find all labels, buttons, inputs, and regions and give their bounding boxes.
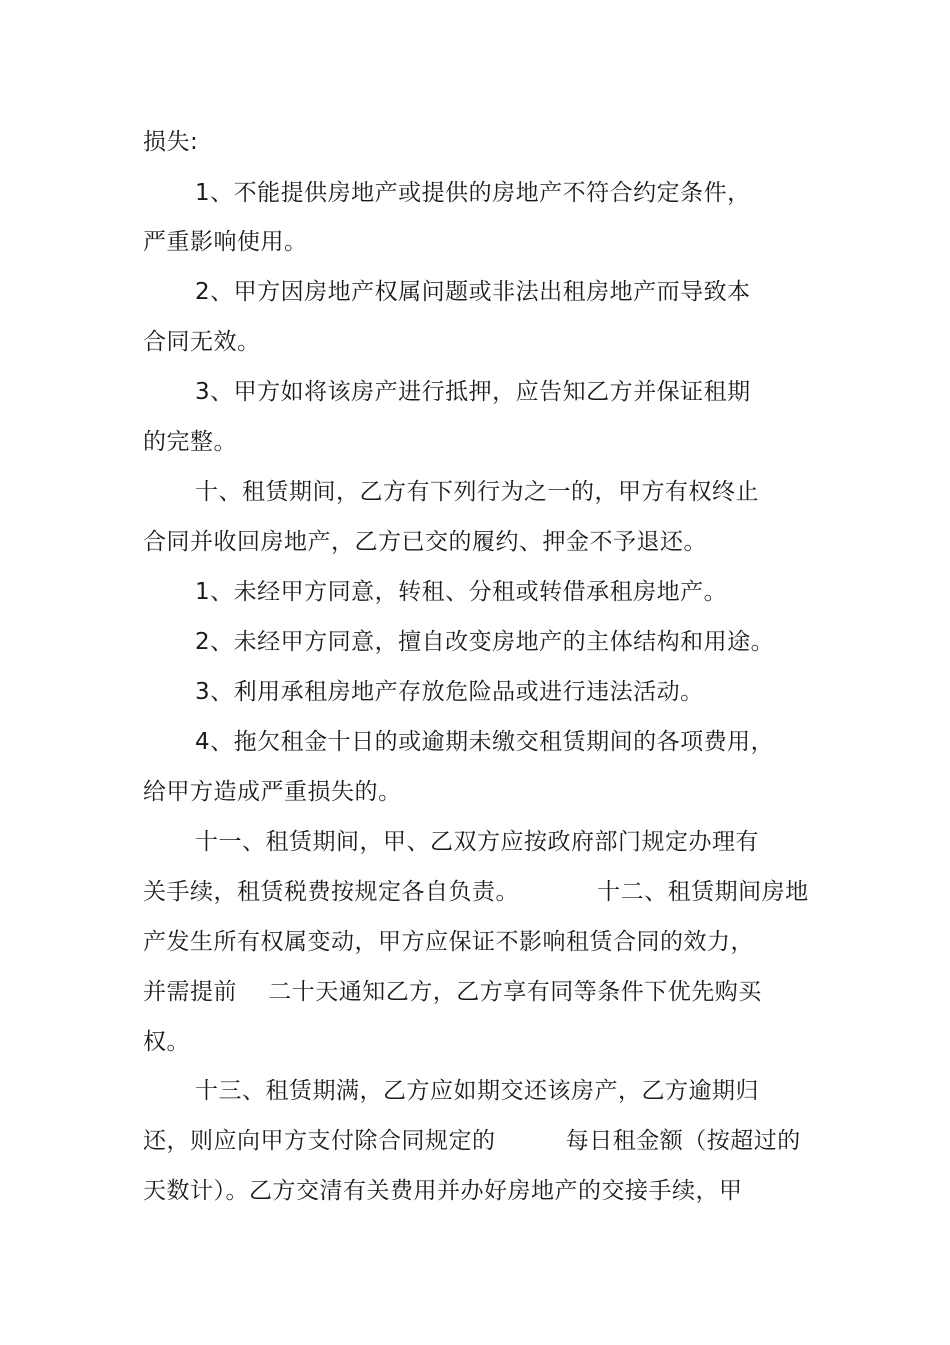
text-line: 损失: <box>143 129 199 155</box>
text-line: 十一、租赁期间，甲、乙双方应按政府部门规定办理有 <box>195 829 759 855</box>
text-line: 合同无效。 <box>143 329 261 355</box>
text-line: 4、拖欠租金十日的或逾期未缴交租赁期间的各项费用， <box>195 729 775 755</box>
text-line: 产发生所有权属变动，甲方应保证不影响租赁合同的效力， <box>143 929 754 955</box>
text-line: 严重影响使用。 <box>143 229 308 255</box>
text-line: 1、不能提供房地产或提供的房地产不符合约定条件， <box>195 180 751 206</box>
text-line: 2、甲方因房地产权属问题或非法出租房地产而导致本 <box>195 279 751 305</box>
text-line: 给甲方造成严重损失的。 <box>143 779 402 805</box>
text-line: 3、利用承租房地产存放危险品或进行违法活动。 <box>195 679 704 705</box>
text-line: 2、未经甲方同意，擅自改变房地产的主体结构和用途。 <box>195 629 775 655</box>
text-line: 合同并收回房地产，乙方已交的履约、押金不予退还。 <box>143 529 707 555</box>
text-line: 1、未经甲方同意，转租、分租或转借承租房地产。 <box>195 579 728 605</box>
text-line: 还，则应向甲方支付除合同规定的 每日租金额（按超过的 <box>143 1128 801 1154</box>
text-line: 十、租赁期间，乙方有下列行为之一的，甲方有权终止 <box>195 479 759 505</box>
text-line: 关手续，租赁税费按规定各自负责。 十二、租赁期间房地 <box>143 879 809 905</box>
text-line: 十三、租赁期满，乙方应如期交还该房产，乙方逾期归 <box>195 1078 759 1104</box>
text-line: 并需提前 二十天通知乙方，乙方享有同等条件下优先购买 <box>143 979 762 1005</box>
text-line: 的完整。 <box>143 429 237 455</box>
text-line: 3、甲方如将该房产进行抵押，应告知乙方并保证租期 <box>195 379 751 405</box>
text-line: 权。 <box>143 1029 190 1055</box>
text-line: 天数计）。乙方交清有关费用并办好房地产的交接手续，甲 <box>143 1178 743 1204</box>
